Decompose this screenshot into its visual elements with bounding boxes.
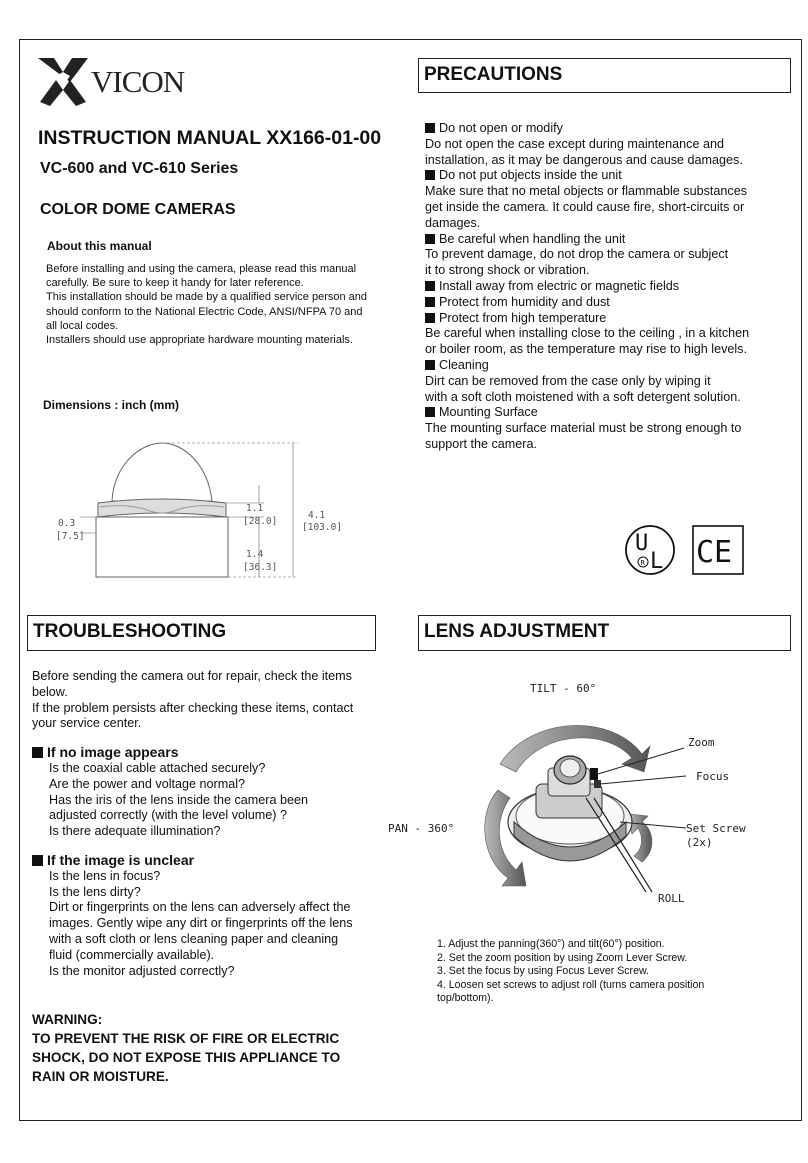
svg-text:U: U <box>635 531 649 556</box>
precaution-heading: Do not put objects inside the unit <box>425 168 795 184</box>
square-bullet-icon <box>32 855 43 866</box>
dim-label: 4.1 <box>308 510 326 521</box>
troubleshooting-text <box>32 669 372 979</box>
pan-label: PAN - 360° <box>388 822 455 835</box>
check-item: Is there adequate illumination? <box>49 824 221 839</box>
vicon-logo-icon <box>36 52 92 108</box>
dim-label: [7.5] <box>56 531 85 542</box>
check-item: Are the power and voltage normal? <box>49 776 246 791</box>
precaution-line: get inside the camera. It could cause fire, short-circuits or <box>425 199 745 214</box>
precaution-line: support the camera. <box>425 436 538 451</box>
precaution-line: with a soft cloth moistened with a soft detergent solution. <box>425 389 741 404</box>
square-bullet-icon <box>425 281 435 291</box>
lens-diagram <box>380 672 780 932</box>
intro-line: your service center. <box>32 716 142 731</box>
svg-text:CE: CE <box>696 535 733 570</box>
zoom-label: Zoom <box>688 736 715 749</box>
precaution-line: or boiler room, as the temperature may rise to high levels. <box>425 342 747 357</box>
product-title: COLOR DOME CAMERAS <box>40 201 236 218</box>
svg-text:L: L <box>650 549 664 574</box>
about-text <box>46 262 376 347</box>
intro-line: Before sending the camera out for repair, check the items <box>32 669 352 683</box>
svg-text:R: R <box>640 559 645 567</box>
precaution-heading: Be careful when handling the unit <box>425 232 795 248</box>
page-title: INSTRUCTION MANUAL XX166-01-00 <box>38 127 382 149</box>
precautions-title: PRECAUTIONS <box>418 58 791 93</box>
dim-label: 1.1 <box>246 503 264 514</box>
warning-line: SHOCK, DO NOT EXPOSE THIS APPLIANCE TO <box>32 1050 341 1065</box>
precaution-line: it to strong shock or vibration. <box>425 263 590 278</box>
dim-label: [103.0] <box>302 522 343 533</box>
about-line: This installation should be made by a qualified service person and <box>46 291 368 304</box>
about-line: Installers should use appropriate hardware mounting materials. <box>46 334 353 347</box>
square-bullet-icon <box>425 297 435 307</box>
lens-adjustment-title: LENS ADJUSTMENT <box>418 615 791 651</box>
logo-text: VICON <box>91 64 185 99</box>
intro-line: If the problem persists after checking these items, contact <box>32 700 354 715</box>
lens-step: top/bottom). <box>437 992 494 1005</box>
dim-label: 1.4 <box>246 549 264 560</box>
warning-block <box>32 1010 340 1086</box>
about-line: Before installing and using the camera, please read this manual <box>46 263 357 275</box>
check-item: Is the lens dirty? <box>49 884 141 899</box>
precaution-line: To prevent damage, do not drop the camera or subject <box>425 247 729 262</box>
precaution-heading: Install away from electric or magnetic fields <box>425 279 795 295</box>
precaution-line: Be careful when installing close to the ceiling , in a kitchen <box>425 326 750 341</box>
check-item: fluid (commercially available). <box>49 947 215 962</box>
precaution-heading: Cleaning <box>425 358 795 374</box>
square-bullet-icon <box>32 747 43 758</box>
about-line: all local codes. <box>46 319 119 332</box>
check-item: images. Gently wipe any dirt or fingerprints off the lens <box>49 916 353 931</box>
troubleshooting-title: TROUBLESHOOTING <box>27 615 376 651</box>
trouble-heading: If the image is unclear <box>32 853 372 869</box>
warning-line: RAIN OR MOISTURE. <box>32 1069 169 1084</box>
dim-label: 0.3 <box>58 518 76 529</box>
check-item: with a soft cloth or lens cleaning paper and cleaning <box>49 931 339 946</box>
check-item: Has the iris of the lens inside the camera been <box>49 792 309 807</box>
lens-step: 1. Adjust the panning(360°) and tilt(60°) position. <box>437 938 665 950</box>
tilt-label: TILT - 60° <box>530 682 597 695</box>
set-screw-label: Set Screw <box>686 822 746 835</box>
intro-line: below. <box>32 684 68 699</box>
lens-step: 3. Set the focus by using Focus Lever Screw. <box>437 965 649 978</box>
square-bullet-icon <box>425 234 435 244</box>
precaution-line: installation, as it may be dangerous and cause damages. <box>425 152 743 167</box>
precaution-heading: Protect from humidity and dust <box>425 295 795 311</box>
dim-label: [36.3] <box>243 562 278 573</box>
precaution-heading: Mounting Surface <box>425 405 795 421</box>
about-line: carefully. Be sure to keep it handy for later reference. <box>46 277 304 290</box>
focus-label: Focus <box>696 770 730 783</box>
precautions-list <box>425 121 795 453</box>
about-line: should conform to the National Electric Code, ANSI/NFPA 70 and <box>46 305 363 318</box>
square-bullet-icon <box>425 170 435 180</box>
square-bullet-icon <box>425 360 435 370</box>
lens-step: 2. Set the zoom position by using Zoom Lever Screw. <box>437 951 688 964</box>
square-bullet-icon <box>425 407 435 417</box>
set-screw-count-label: (2x) <box>686 836 713 849</box>
ul-mark-icon <box>626 526 674 574</box>
square-bullet-icon <box>425 313 435 323</box>
check-item: adjusted correctly (with the level volume) ? <box>49 808 287 823</box>
warning-line: WARNING: <box>32 1012 103 1027</box>
precaution-heading: Protect from high temperature <box>425 311 795 327</box>
square-bullet-icon <box>425 123 435 133</box>
precaution-line: The mounting surface material must be strong enough to <box>425 421 742 436</box>
certification-marks <box>624 524 744 576</box>
ce-mark-icon <box>693 526 743 574</box>
lens-steps <box>437 938 777 1006</box>
precaution-heading: Do not open or modify <box>425 121 795 137</box>
check-item: Is the lens in focus? <box>49 868 161 883</box>
lens-step: 4. Loosen set screws to adjust roll (turns camera position <box>437 978 705 991</box>
check-item: Dirt or fingerprints on the lens can adversely affect the <box>49 900 351 915</box>
precaution-line: damages. <box>425 215 481 230</box>
vicon-logo <box>36 52 186 108</box>
warning-line: TO PREVENT THE RISK OF FIRE OR ELECTRIC <box>32 1031 340 1046</box>
dim-label: [28.0] <box>243 516 278 527</box>
about-heading: About this manual <box>47 239 152 253</box>
roll-label: ROLL <box>658 892 685 905</box>
series-title: VC-600 and VC-610 Series <box>40 160 239 177</box>
dimensions-heading: Dimensions : inch (mm) <box>43 398 180 412</box>
precaution-line: Make sure that no metal objects or flammable substances <box>425 184 747 199</box>
check-item: Is the monitor adjusted correctly? <box>49 963 235 978</box>
trouble-heading: If no image appears <box>32 745 372 761</box>
precaution-line: Do not open the case except during maintenance and <box>425 136 724 151</box>
precaution-line: Dirt can be removed from the case only by wiping it <box>425 373 711 388</box>
check-item: Is the coaxial cable attached securely? <box>49 760 266 775</box>
dimension-drawing <box>50 425 350 595</box>
